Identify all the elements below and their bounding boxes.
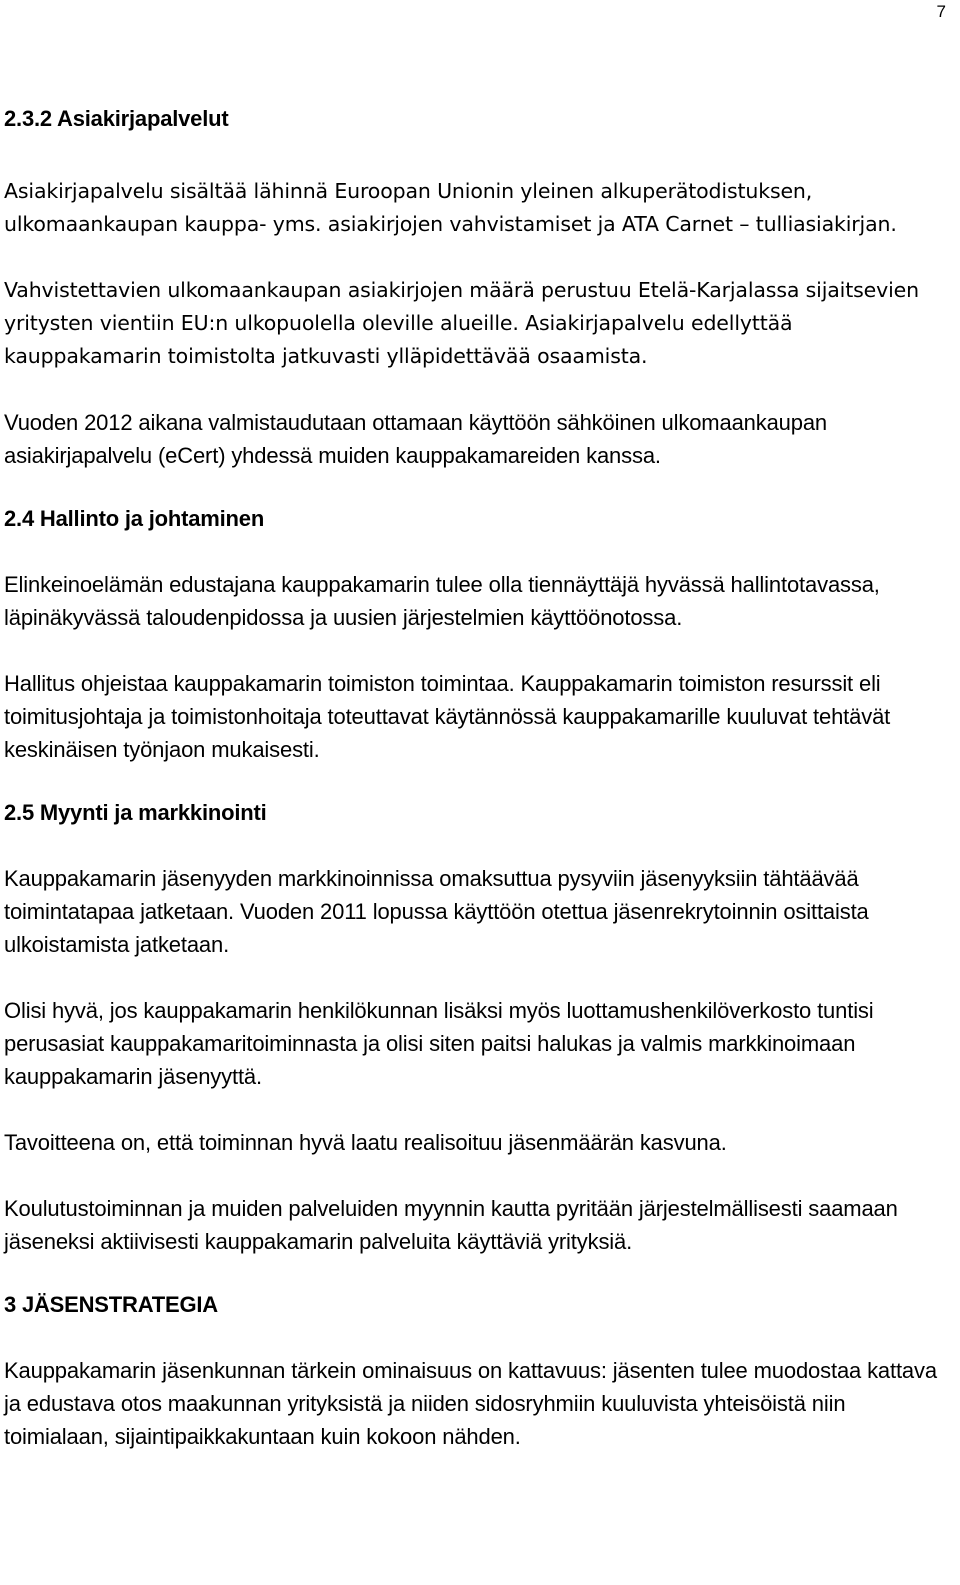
paragraph: Kauppakamarin jäsenyyden markkinoinnissa omaksuttua pysyviin jäsenyyksiin tähtäävää toimintatapaa jatketaan. Vuoden 2011 lopussa käyttöön otettua jäsenrekrytoinnin osittaista ulkoistamista jatketaan. (4, 866, 869, 957)
section-heading-2-5: 2.5 Myynti ja markkinointi (4, 800, 267, 825)
page-number: 7 (936, 2, 946, 21)
paragraph: Vuoden 2012 aikana valmistaudutaan ottamaan käyttöön sähköinen ulkomaankaupan asiakirjapalvelu (eCert) yhdessä muiden kauppakamareiden kanssa. (4, 410, 828, 468)
section-heading-2-4: 2.4 Hallinto ja johtaminen (4, 506, 265, 531)
paragraph: Olisi hyvä, jos kauppakamarin henkilökunnan lisäksi myös luottamushenkilöverkosto tuntisi perusasiat kauppakamaritoiminnasta ja olisi siten paitsi halukas ja valmis markkinoimaan kauppakamarin jäsenyyttä. (4, 998, 874, 1089)
paragraph: Koulutustoiminnan ja muiden palveluiden myynnin kautta pyritään järjestelmällisesti saamaan jäseneksi aktiivisesti kauppakamarin palveluita käyttäviä yrityksiä. (4, 1196, 898, 1254)
document-body (4, 104, 954, 1453)
paragraph: Elinkeinoelämän edustajana kauppakamarin tulee olla tiennäyttäjä hyvässä hallintotavassa, läpinäkyvässä taloudenpidossa ja uusien järjestelmien käyttöönotossa. (4, 572, 880, 630)
paragraph: Tavoitteena on, että toiminnan hyvä laatu realisoituu jäsenmäärän kasvuna. (4, 1130, 727, 1155)
paragraph: Hallitus ohjeistaa kauppakamarin toimiston toimintaa. Kauppakamarin toimiston resurssit eli toimitusjohtaja ja toimistonhoitaja toteuttavat käytännössä kauppakamarille kuuluvat tehtävät keskinäisen työnjaon mukaisesti. (4, 671, 891, 762)
section-heading-2-3-2: 2.3.2 Asiakirjapalvelut (4, 106, 229, 131)
paragraph: Kauppakamarin jäsenkunnan tärkein ominaisuus on kattavuus: jäsenten tulee muodostaa kattava ja edustava otos maakunnan yrityksistä ja niiden sidosryhmiin kuuluvista yhteisöistä niin toimialaan, sijaintipaikkakuntaan kuin kokoon nähden. (4, 1358, 937, 1449)
section-heading-3: 3 JÄSENSTRATEGIA (4, 1292, 218, 1317)
paragraph: Vahvistettavien ulkomaankaupan asiakirjojen määrä perustuu Etelä-Karjalassa sijaitsevien yritysten vientiin EU:n ulkopuolella oleville alueille. Asiakirjapalvelu edellyttää kauppakamarin toimistolta jatkuvasti ylläpidettävää osaamista. (4, 278, 919, 368)
paragraph: Asiakirjapalvelu sisältää lähinnä Euroopan Unionin yleinen alkuperätodistuksen, ulkomaankaupan kauppa- yms. asiakirjojen vahvistamiset ja ATA Carnet – tulliasiakirjan. (4, 179, 897, 236)
